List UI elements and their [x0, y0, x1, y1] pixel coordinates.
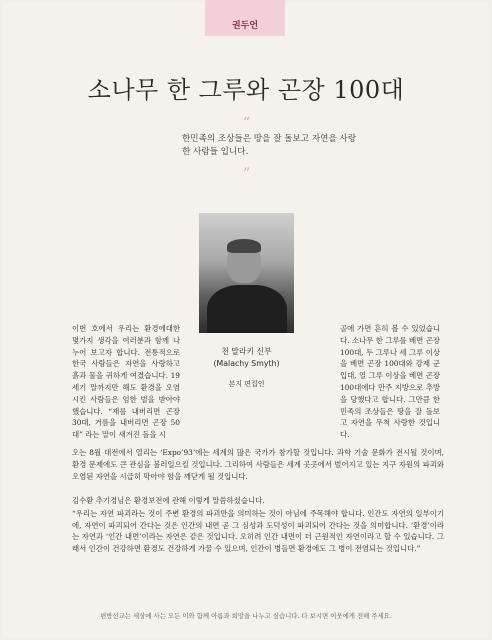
author-photo: [199, 213, 294, 333]
open-quote-mark: “: [243, 115, 251, 131]
photo-figure-body: [207, 285, 287, 333]
quote-intro: 김수환 추기경님은 환경보전에 관해 이렇게 말씀하셨습니다.: [72, 496, 265, 505]
cardinal-quote-section: [72, 495, 444, 556]
right-column: [340, 323, 440, 441]
caption-name-en: (Malachy Smyth): [213, 359, 280, 368]
left-column-text: 이번 호에서 우리는 환경에대한 몇가지 생각을 여러분과 함께 나누어 보고자 합니다. 전통적으로 한국 사람들은 자연을 사랑하고 흙과 물을 귀하게 여겼습니다. 19세기 말까지만 해도 환경을 오염시킨 사람들은 엄한 벌을 받아야 했습니다. “재를 내버리면 곤장 30대, 거름을 내버리면 곤장 50대” 라는 말이 새겨진 돌을 시: [72, 324, 180, 440]
expo-paragraph-text: 오는 8월 대전에서 열리는 ‘Expo’93’에는 세계의 많은 국가가 참가할 것입니다. 과학 기술 문화가 전시될 것이며, 환경 문제에도 큰 관심을 불러일으킬 것입니다. 그리하여 사람들은 세계 곳곳에서 벌어지고 있는 지구 자원의 파괴와 오염된 자연을 시급히 막아야 함을 깨닫게 될 것입니다.: [72, 448, 444, 481]
article-title: 소나무 한 그루와 곤장 100대: [87, 76, 405, 104]
section-tab: [205, 0, 285, 36]
section-label: 권두언: [231, 21, 259, 31]
page-footer: 편방선교는 세상에 사는 모든 이와 함께 아름과 희망을 나누고 싶습니다. 다 보시면 이웃에게 전해 주세요.: [100, 612, 392, 620]
left-column: [72, 323, 180, 441]
right-column-text: 골에 가면 흔히 볼 수 있었습니다. 소나무 한 그루를 베면 곤장 100대, 두 그루나 세 그루 이상을 베면 곤장 100대와 강제 군입대, 열 그루 이상을 베면 곤장 100대에다 만주 지방으로 추방을 당했다고 합니다. 그만큼 한민족의 조상들은 땅을 잘 돌보고 자연을 무척 사랑한 것입니다.: [340, 324, 440, 440]
expo-paragraph: [72, 447, 444, 482]
photo-figure-hair: [227, 239, 261, 253]
pull-quote: 한민족의 조상들은 땅을 잘 돌보고 자연을 사랑한 사람들 입니다.: [182, 134, 357, 157]
photo-caption: [199, 346, 294, 390]
quote-text: “우리는 자연 파괴라는 것이 주변 환경의 파괴만을 의미하는 것이 아님에 주목해야 합니다. 인간도 자연의 일부이기에, 자연이 파괴되어 간다는 것은 인간의 내면 곧 그 심성과 도덕성이 파괴되어 간다는 것을 의미합니다. ‘환경’이라는 자연과 ‘인간 내면’이라는 자연은 같은 것입니다. 오히려 인간 내면이 더 근원적인 자연이라고 할 수 있습니다. 그래서 인간이 건강하면 환경도 건강하게 가꿀 수 있으며, 인간이 병들면 환경에도 그 병이 전염되는 것입니다.”: [72, 508, 444, 554]
caption-role: 본지 편집인: [228, 380, 265, 388]
caption-name: 천 말라키 신부: [221, 347, 272, 356]
close-quote-mark: ”: [243, 166, 251, 182]
